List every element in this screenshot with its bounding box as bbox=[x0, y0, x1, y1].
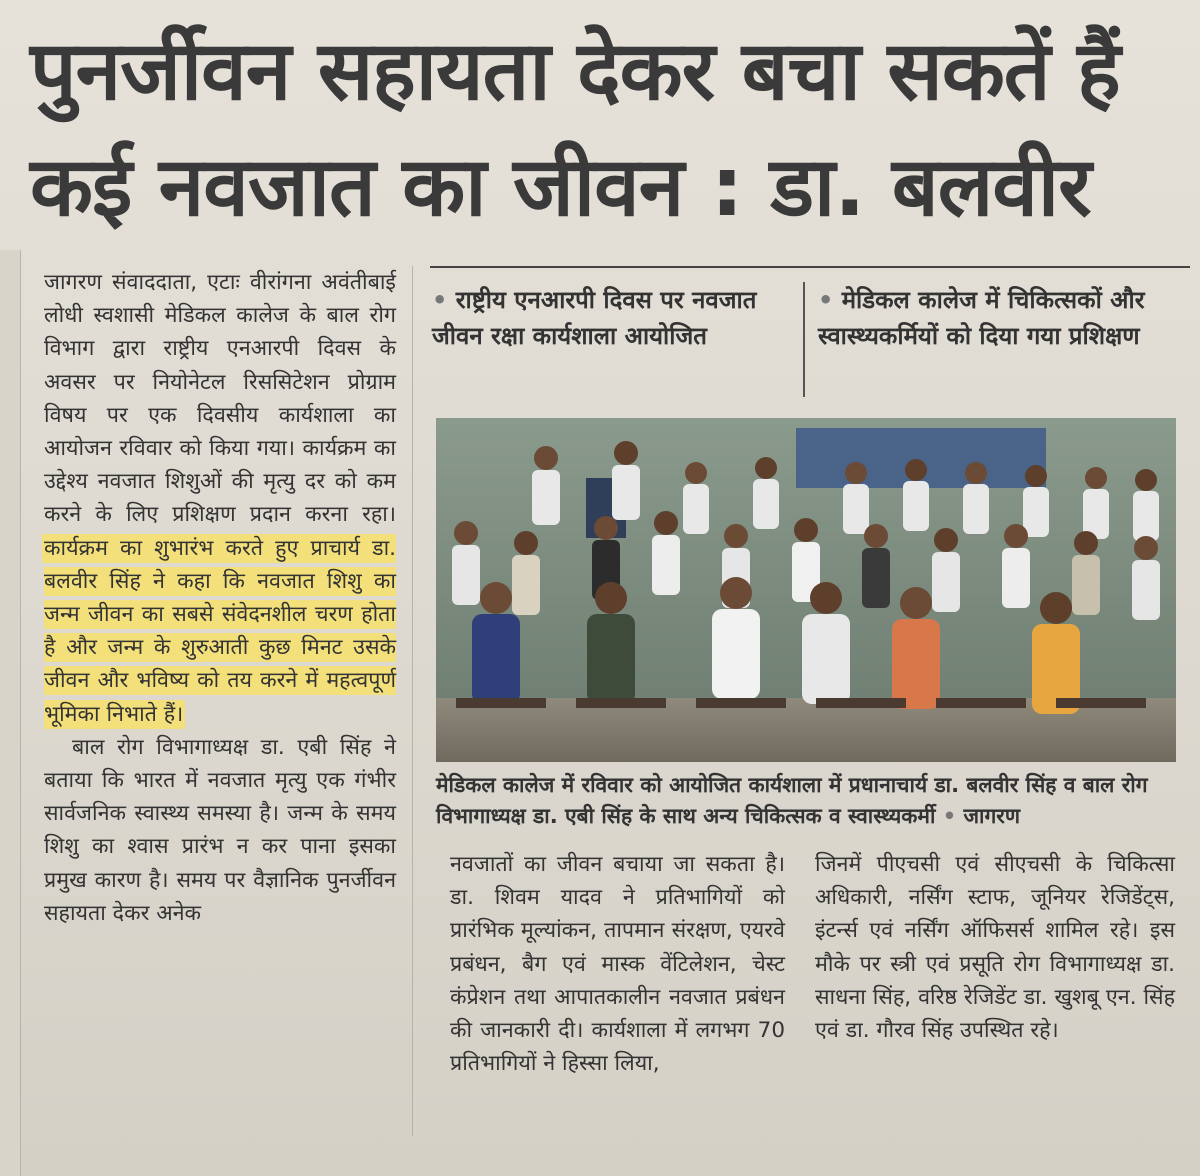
subhead-1: • राष्ट्रीय एनआरपी दिवस पर नवजात जीवन रक्षा कार्यशाला आयोजित bbox=[432, 286, 757, 350]
photo-caption: मेडिकल कालेज में रविवार को आयोजित कार्यशाला में प्रधानाचार्य डा. बलवीर सिंह व बाल रोग विभागाध्यक्ष डा. एबी सिंह के साथ अन्य चिकित्सक व स्वास्थ्यकर्मी • जागरण bbox=[436, 773, 1148, 828]
headline-line-1: पुनर्जीवन सहायता देकर बचा सकतें हैं bbox=[30, 24, 1120, 119]
paragraph-hod: बाल रोग विभागाध्यक्ष डा. एबी सिंह ने बताया कि भारत में नवजात मृत्यु एक गंभीर सार्वजनिक स्वास्थ्य समस्या है। जन्म के समय शिशु का श्वास प्रारंभ न कर पाना इसका प्रमुख कारण है। समय पर वैज्ञानिक पुनर्जीवन सहायता देकर अनेक bbox=[44, 734, 396, 926]
group-photo-illustration bbox=[436, 418, 1176, 762]
subhead-divider bbox=[803, 282, 805, 397]
article-column-right: जिनमें पीएचसी एवं सीएचसी के चिकित्सा अधिकारी, नर्सिंग स्टाफ, जूनियर रेजिडेंट्स, इंटर्न्स एवं नर्सिंग ऑफिसर्स शामिल रहे। इस मौके पर स्त्री एवं प्रसूति रोग विभागाध्यक्ष डा. साधना सिंह, वरिष्ठ रेजिडेंट डा. खुशबू एन. सिंह एवं डा. गौरव सिंह उपस्थित रहे। bbox=[815, 852, 1175, 1044]
subhead-2: • मेडिकल कालेज में चिकित्सकों और स्वास्थ्यकर्मियों को दिया गया प्रशिक्षण bbox=[818, 286, 1145, 350]
column-divider bbox=[412, 266, 413, 1136]
bullet-icon: • bbox=[942, 804, 964, 828]
headline-line-2: कई नवजात का जीवन : डा. बलवीर bbox=[30, 140, 1091, 235]
photo-credit: जागरण bbox=[963, 804, 1021, 828]
bullet-icon: • bbox=[432, 286, 456, 314]
top-rule bbox=[430, 266, 1190, 268]
article-column-left bbox=[44, 266, 396, 930]
group-photo bbox=[436, 418, 1176, 762]
adjacent-column-edge bbox=[0, 250, 21, 1176]
paragraph-intro: जागरण संवाददाता, एटाः वीरांगना अवंतीबाई लोधी स्वशासी मेडिकल कालेज के बाल रोग विभाग द्वारा राष्ट्रीय एनआरपी दिवस के अवसर पर नियोनेटल रिससिटेशन प्रोग्राम विषय पर एक दिवसीय कार्यशाला का आयोजन रविवार को किया गया। कार्यक्रम का उद्देश्य नवजात शिशुओं की मृत्यु दर को कम करने के लिए प्रशिक्षण प्रदान करना रहा। कार्यक्रम का शुभारंभ करते हुए प्राचार्य डा. बलवीर सिंह ने कहा कि नवजात शिशु का जन्म जीवन का सबसे संवेदनशील चरण होता है और जन्म के शुरुआती कुछ मिनट उसके जीवन और भविष्य को तय करने में महत्वपूर्ण भूमिका निभाते हैं। bbox=[44, 270, 396, 727]
article-column-middle: नवजातों का जीवन बचाया जा सकता है। डा. शिवम यादव ने प्रतिभागियों को प्रारंभिक मूल्यांकन, तापमान संरक्षण, एयरवे प्रबंधन, बैग एवं मास्क वेंटिलेशन, चेस्ट कंप्रेशन तथा आपातकालीन नवजात प्रबंधन की जानकारी दी। कार्यशाला में लगभग 70 प्रतिभागियों ने हिस्सा लिया, bbox=[450, 852, 785, 1077]
bullet-icon: • bbox=[818, 286, 842, 314]
highlighted-quote: कार्यक्रम का शुभारंभ करते हुए प्राचार्य डा. बलवीर सिंह ने कहा कि नवजात शिशु का जन्म जीवन का सबसे संवेदनशील चरण होता है और जन्म के शुरुआती कुछ मिनट उसके जीवन और भविष्य को तय करने में महत्वपूर्ण भूमिका निभाते हैं। bbox=[44, 535, 396, 727]
